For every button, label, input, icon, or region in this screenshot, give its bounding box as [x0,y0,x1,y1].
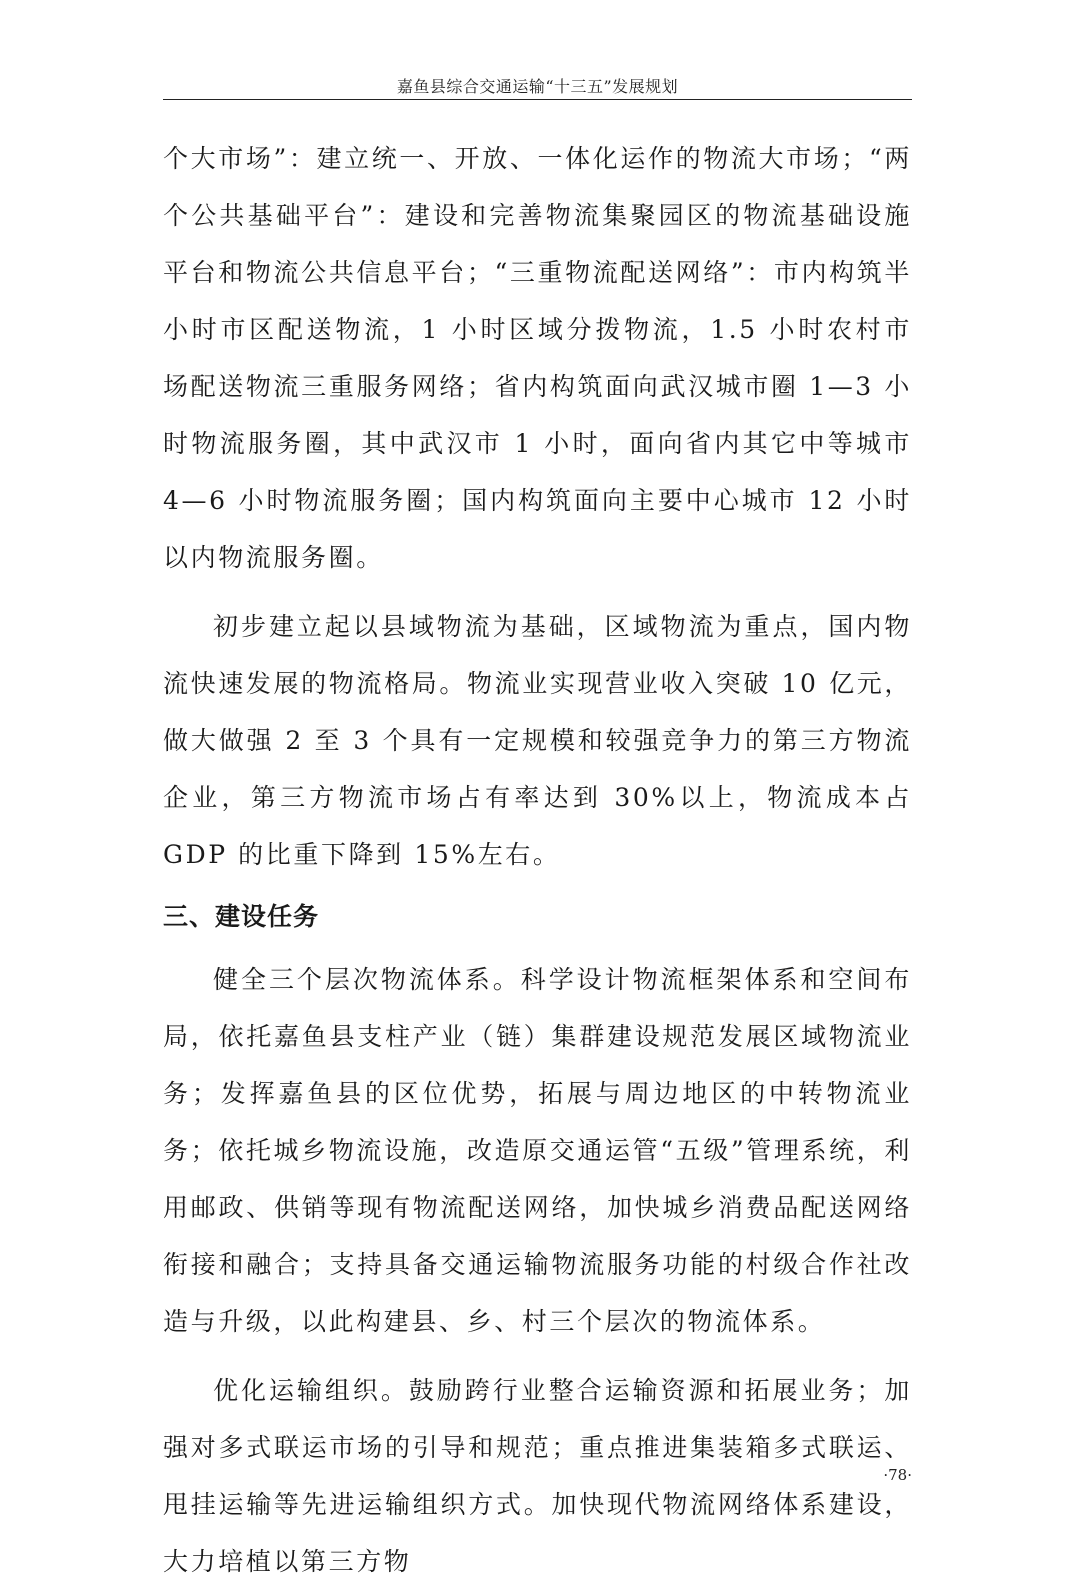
paragraph-logistics-goals: 初步建立起以县域物流为基础，区域物流为重点，国内物流快速发展的物流格局。物流业实现营业收入突破 10 亿元，做大做强 2 至 3 个具有一定规模和较强竞争力的第三方物流企业，第三方物流市场占有率达到 30%以上，物流成本占 GDP 的比重下降到 15%左右。 [163,612,912,869]
paragraph-transport-organization: 优化运输组织。鼓励跨行业整合运输资源和拓展业务；加强对多式联运市场的引导和规范；重点推进集装箱多式联运、甩挂运输等先进运输组织方式。加快现代物流网络体系建设，大力培植以第三方物 [163,1376,912,1576]
section-heading: 三、建设任务 [163,902,320,931]
page-body [163,130,912,1590]
running-header: 嘉鱼县综合交通运输“十三五”发展规划 [396,77,679,96]
page-number: ·78· [883,1466,912,1484]
paragraph-logistics-network: 个大市场”：建立统一、开放、一体化运作的物流大市场；“两个公共基础平台”：建设和完善物流集聚园区的物流基础设施平台和物流公共信息平台；“三重物流配送网络”：市内构筑半小时市区配送物流，1 小时区域分拨物流，1.5 小时农村市场配送物流三重服务网络；省内构筑面向武汉城市圈 1—3 小时物流服务圈，其中武汉市 1 小时，面向省内其它中等城市 4—6 小时物流服务圈；国内构筑面向主要中心城市 12 小时以内物流服务圈。 [163,144,912,572]
paragraph-three-tier-system: 健全三个层次物流体系。科学设计物流框架体系和空间布局，依托嘉鱼县支柱产业（链）集群建设规范发展区域物流业务；发挥嘉鱼县的区位优势，拓展与周边地区的中转物流业务；依托城乡物流设施，改造原交通运管“五级”管理系统，利用邮政、供销等现有物流配送网络，加快城乡消费品配送网络衔接和融合；支持具备交通运输物流服务功能的村级合作社改造与升级，以此构建县、乡、村三个层次的物流体系。 [163,965,912,1336]
header-rule [163,99,912,100]
